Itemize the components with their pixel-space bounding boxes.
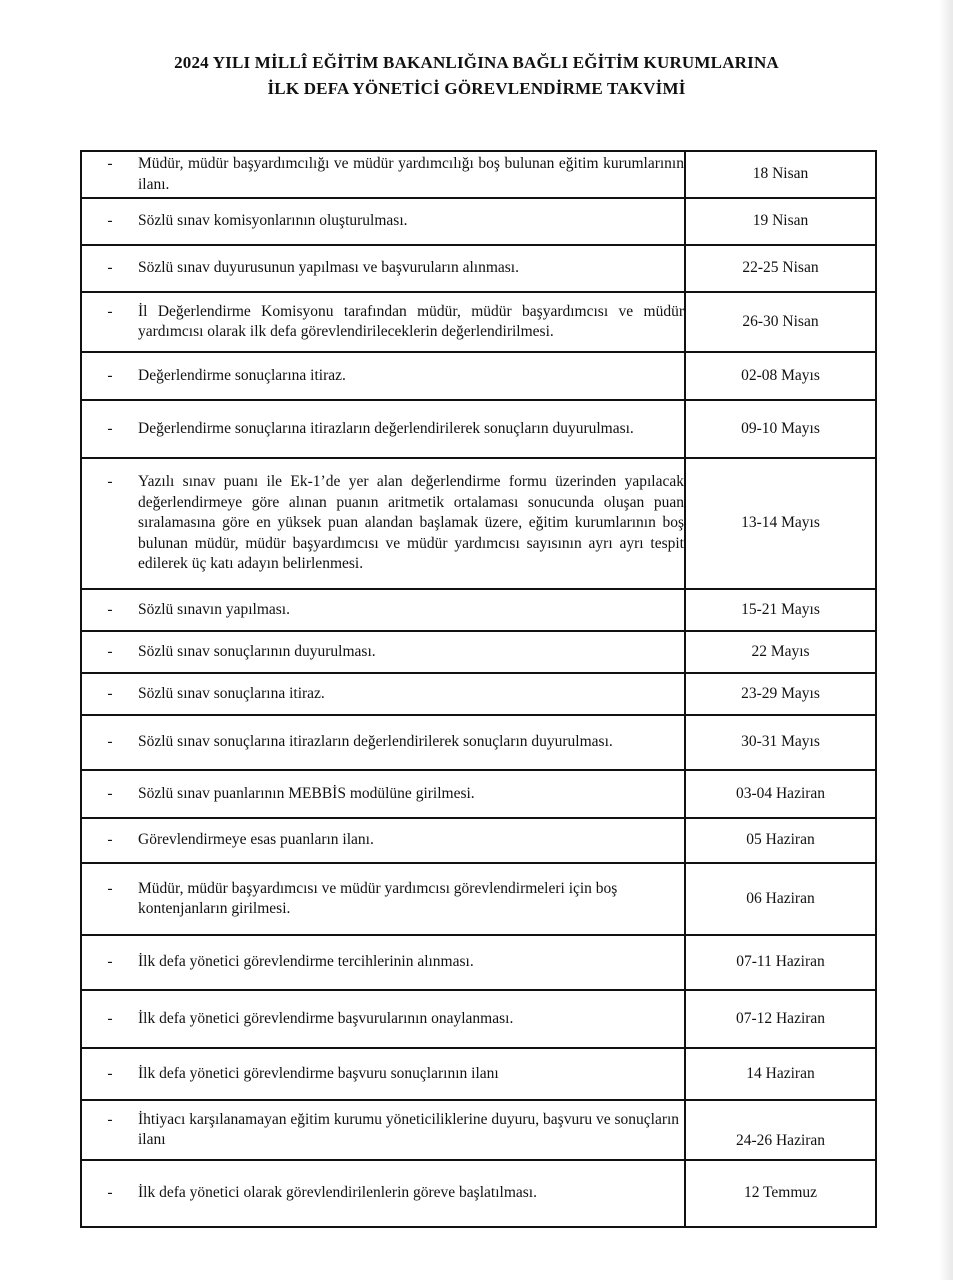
activity-cell [81,1100,685,1160]
activity-cell [81,1160,685,1227]
schedule-row [81,990,876,1048]
schedule-row [81,400,876,458]
activity-cell [81,715,685,770]
activity-text: İhtiyacı karşılanamayan eğitim kurumu yöneticiliklerine duyuru, başvuru ve sonuçların ilanı [138,1110,680,1148]
schedule-row [81,292,876,352]
activity-text: Müdür, müdür başyardımcısı ve müdür yardımcısı görevlendirmeleri için boş kontenjanların girilmesi. [138,879,618,917]
date-cell: 05 Haziran [685,818,876,863]
page-edge-shadow [939,0,953,1280]
schedule-row [81,770,876,818]
activity-cell [81,631,685,673]
activity-text: İl Değerlendirme Komisyonu tarafından müdür, müdür başyardımcısı ve müdür yardımcısı olarak ilk defa görevlendirileceklerin değerlendirilmesi. [138,302,684,340]
activity-cell [81,292,685,352]
bullet-dash: - [107,600,113,618]
date-cell: 14 Haziran [685,1048,876,1100]
activity-cell [81,1048,685,1100]
schedule-row [81,818,876,863]
title-line-1: 2024 YILI MİLLÎ EĞİTİM BAKANLIĞINA BAĞLI EĞİTİM KURUMLARINA [174,53,779,72]
schedule-row [81,673,876,715]
activity-cell [81,673,685,715]
activity-text: Sözlü sınav puanlarının MEBBİS modülüne girilmesi. [138,784,475,802]
date-cell: 26-30 Nisan [685,292,876,352]
bullet-dash: - [107,212,113,230]
date-cell: 23-29 Mayıs [685,673,876,715]
activity-text: Sözlü sınav komisyonlarının oluşturulması. [138,212,408,230]
bullet-dash: - [107,953,113,971]
schedule-row [81,1160,876,1227]
bullet-dash: - [107,155,113,172]
schedule-row [81,352,876,400]
date-cell: 19 Nisan [685,198,876,245]
bullet-dash: - [107,419,113,437]
activity-text: Sözlü sınav sonuçlarına itiraz. [138,684,325,702]
activity-text: Değerlendirme sonuçlarına itirazların değerlendirilerek sonuçların duyurulması. [138,419,634,437]
bullet-dash: - [107,1110,113,1128]
bullet-dash: - [107,473,113,491]
schedule-row [81,715,876,770]
activity-cell [81,935,685,990]
date-cell: 15-21 Mayıs [685,589,876,631]
date-cell: 30-31 Mayıs [685,715,876,770]
schedule-row [81,198,876,245]
date-cell: 22 Mayıs [685,631,876,673]
bullet-dash: - [107,366,113,384]
activity-cell [81,990,685,1048]
activity-text: Görevlendirmeye esas puanların ilanı. [138,831,374,849]
activity-text: Sözlü sınav sonuçlarına itirazların değerlendirilerek sonuçların duyurulması. [138,733,613,751]
title-line-2: İLK DEFA YÖNETİCİ GÖREVLENDİRME TAKVİMİ [267,79,686,98]
date-cell: 02-08 Mayıs [685,352,876,400]
activity-text: İlk defa yönetici görevlendirme başvuru sonuçlarının ilanı [138,1064,499,1082]
bullet-dash: - [107,302,113,320]
activity-text: Değerlendirme sonuçlarına itiraz. [138,366,346,384]
schedule-row [81,935,876,990]
bullet-dash: - [107,879,113,897]
bullet-dash: - [107,831,113,849]
activity-text: İlk defa yönetici olarak görevlendirilenlerin göreve başlatılması. [138,1184,537,1202]
date-cell: 06 Haziran [685,863,876,935]
schedule-row [81,458,876,589]
date-cell: 07-12 Haziran [685,990,876,1048]
activity-text: İlk defa yönetici görevlendirme başvurularının onaylanması. [138,1009,514,1027]
schedule-row [81,589,876,631]
activity-cell [81,770,685,818]
bullet-dash: - [107,1064,113,1082]
schedule-row [81,631,876,673]
date-cell: 07-11 Haziran [685,935,876,990]
document-title [0,50,953,102]
activity-text: Yazılı sınav puanı ile Ek-1’de yer alan değerlendirme formu üzerinden yapılacak değerlendirmeye göre alınan puanın aritmetik ortalaması sonucunda oluşan puan sıralamasına göre en yüksek puan alandan başlamak üzere, eğitim kurumlarının boş bulunan müdür, müdür başyardımcısı ve müdür yardımcısı sayısının ayrı ayrı tespit edilerek üç katı adayın belirlenmesi. [138,473,684,573]
activity-text: İlk defa yönetici görevlendirme tercihlerinin alınması. [138,953,474,971]
bullet-dash: - [107,259,113,277]
activity-cell [81,863,685,935]
schedule-row [81,1100,876,1160]
bullet-dash: - [107,784,113,802]
activity-cell [81,589,685,631]
date-cell: 18 Nisan [685,151,876,198]
activity-cell [81,151,685,198]
date-cell: 03-04 Haziran [685,770,876,818]
schedule-row [81,1048,876,1100]
activity-text: Sözlü sınav duyurusunun yapılması ve başvuruların alınması. [138,259,519,277]
bullet-dash: - [107,733,113,751]
activity-cell [81,818,685,863]
activity-text: Sözlü sınavın yapılması. [138,600,290,618]
schedule-row [81,245,876,292]
date-cell: 22-25 Nisan [685,245,876,292]
bullet-dash: - [107,684,113,702]
bullet-dash: - [107,1184,113,1202]
activity-cell [81,245,685,292]
date-cell: 13-14 Mayıs [685,458,876,589]
bullet-dash: - [107,642,113,660]
date-cell: 12 Temmuz [685,1160,876,1227]
bullet-dash: - [107,1009,113,1027]
activity-cell [81,198,685,245]
activity-text: Müdür, müdür başyardımcılığı ve müdür yardımcılığı boş bulunan eğitim kurumlarının ilanı. [138,155,684,193]
activity-text: Sözlü sınav sonuçlarının duyurulması. [138,642,376,660]
date-cell: 24-26 Haziran [685,1100,876,1160]
activity-cell [81,458,685,589]
schedule-row [81,863,876,935]
date-cell: 09-10 Mayıs [685,400,876,458]
activity-cell [81,400,685,458]
schedule-table [80,150,877,1228]
schedule-row [81,151,876,198]
activity-cell [81,352,685,400]
